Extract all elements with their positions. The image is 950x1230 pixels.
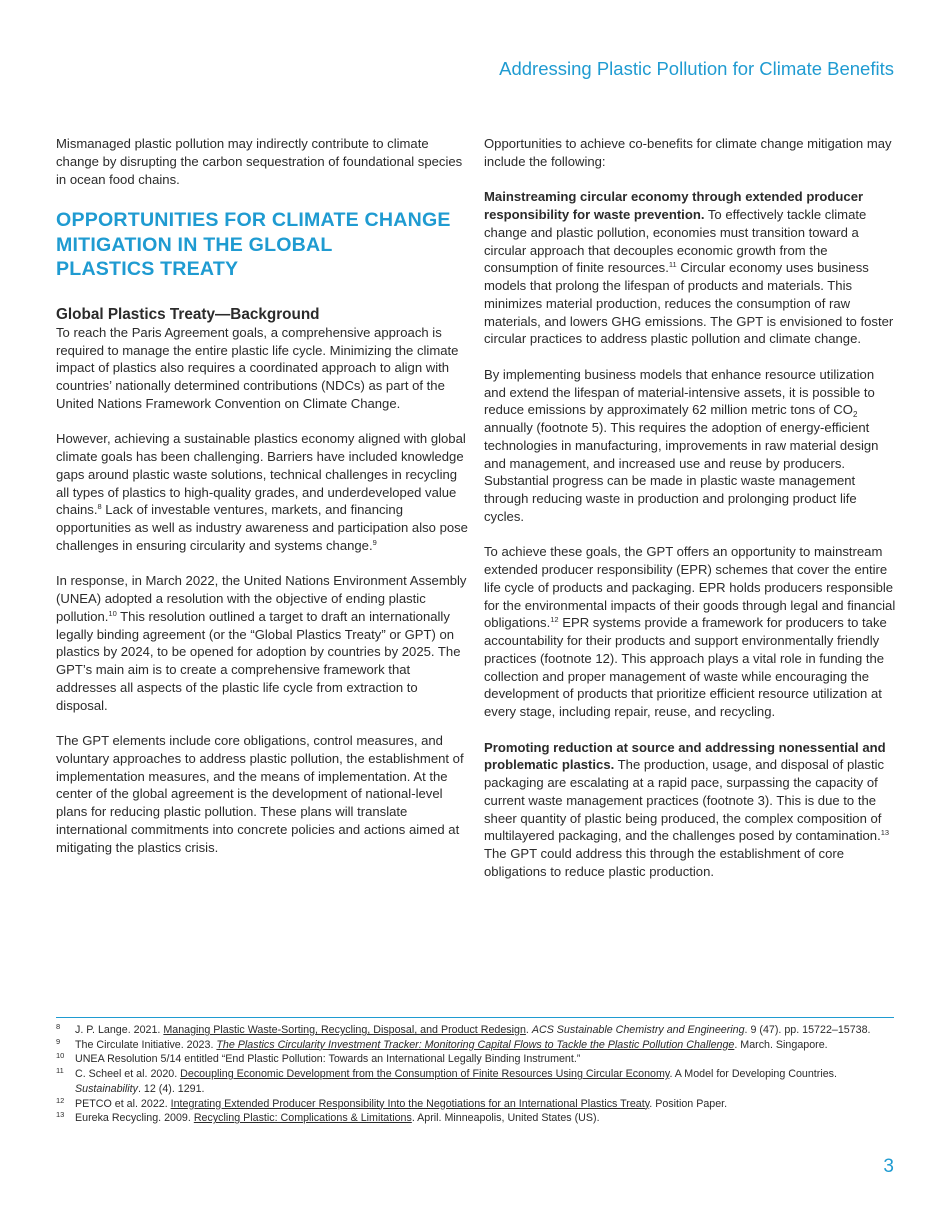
running-header: Addressing Plastic Pollution for Climate Benefits bbox=[499, 58, 894, 79]
footnote: 11 C. Scheel et al. 2020. Decoupling Economic Development from the Consumption of Finite Resources Using Circular Economy. A Model for Developing Countries. Sustainability. 12 (4). 1291. bbox=[56, 1066, 837, 1095]
footnote-ref[interactable]: 13 bbox=[880, 828, 890, 838]
footnote-ref[interactable]: 11 bbox=[668, 260, 677, 270]
footnote-ref[interactable]: 12 bbox=[550, 615, 559, 625]
footnote-link[interactable]: Managing Plastic Waste-Sorting, Recycling, Disposal, and Product Redesign bbox=[163, 1024, 526, 1036]
paragraph: Promoting reduction at source and addressing nonessential and problematic plastics. The production, usage, and disposal of plastic packaging are escalating at a rapid pace, surpassing the capacity of current waste management practices (footnote 3). This is due to the sheer quantity of plastic being produced, the complex composition of multilayered packaging, and the challenges posed by contamination.$^{13}$ The GPT could address this through the establishment of core obligations to reduce plastic production. bbox=[484, 739, 890, 879]
intro-paragraph: Mismanaged plastic pollution may indirectly contribute to climate change by disrupting the carbon sequestration of foundational species in ocean food chains. bbox=[56, 136, 463, 187]
footnote-ref[interactable]: 10 bbox=[108, 608, 117, 618]
lead-in: Mainstreaming circular economy through extended producer responsibility for waste prevention. bbox=[484, 189, 864, 222]
footnote: 9 The Circulate Initiative. 2023. The Plastics Circularity Investment Tracker: Monitoring Capital Flows to Tackle the Plastic Pollution Challenge. March. Singapore. bbox=[56, 1036, 828, 1051]
right-column bbox=[484, 135, 896, 898]
footnotes bbox=[56, 1017, 894, 1126]
paragraph: The GPT elements include core obligations, control measures, and voluntary approaches to address plastic pollution, the establishment of implementation measures, and the means of implementation. At the center of the global agreement is the development of national-level plans for reducing plastic pollution. These plans will translate international commitments into concrete policies and actions aimed at mitigating the plastics crisis. bbox=[56, 733, 464, 855]
paragraph: Mainstreaming circular economy through extended producer responsibility for waste prevention. To effectively tackle climate change and plastic pollution, economies must transition toward a circular approach that decouples economic growth from the consumption of finite resources.$^{11}$ Circular economy uses business models that prolong the lifespan of products and materials. This minimizes material production, reduces the consumption of raw materials, and lowers GHG emissions. The GPT is envisioned to foster circular practices to address plastic pollution and climate change. bbox=[484, 189, 894, 347]
paragraph: To reach the Paris Agreement goals, a comprehensive approach is required to manage the entire plastic life cycle. Minimizing the climate impact of plastics also requires a coordinated approach to align with countries’ nationally determined contributions (NDCs) as part of the United Nations Framework Convention on Climate Change. bbox=[56, 324, 459, 411]
paragraph: In response, in March 2022, the United Nations Environment Assembly (UNEA) adopted a resolution with the objective of ending plastic pollution.$^{10}$ This resolution outlined a target to draft an internationally legally binding agreement (or the “Global Plastics Treaty” or GPT) on plastics by 2024, to be opened for adoption by countries by 2025. The GPT’s main aim is to create a comprehensive framework that addresses all aspects of the plastic life cycle from extraction to disposal. bbox=[56, 573, 467, 713]
footnote-ref[interactable]: 9 bbox=[372, 537, 377, 547]
footnote: 8 J. P. Lange. 2021. Managing Plastic Waste-Sorting, Recycling, Disposal, and Product Redesign. ACS Sustainable Chemistry and Engineering. 9 (47). pp. 15722–15738. bbox=[56, 1022, 871, 1036]
intro-paragraph: Opportunities to achieve co-benefits for climate change mitigation may include the following: bbox=[484, 136, 892, 169]
paragraph: To achieve these goals, the GPT offers an opportunity to mainstream extended producer responsibility (EPR) schemes that cover the entire life cycle of products and packaging. EPR holds producers responsible for the environmental impacts of their goods through legal and financial obligations.$^{12}$ EPR systems provide a framework for producers to take accountability for their products and support environmentally friendly practices (footnote 12). This approach plays a vital role in funding the collection and proper management of waste while encouraging the development of products that prioritize efficient resource utilization at every stage, including repair, reuse, and recycling. bbox=[484, 544, 896, 719]
footnote-link[interactable]: Recycling Plastic: Complications & Limitations bbox=[193, 1112, 412, 1125]
paragraph: By implementing business models that enhance resource utilization and extend the lifespan of material-intensive assets, it is possible to reduce emissions by approximately 62 million metric tons of $CO_2$ annually (footnote 5). This requires the adoption of energy-efficient technologies in manufacturing, improvements in raw material design and management, and increased use and reuse by producers. Substantial progress can be made in plastic waste management through reducing waste in production and prolonging product life cycles. bbox=[484, 366, 879, 524]
footnote: 12 PETCO et al. 2022. Integrating Extended Producer Responsibility Into the Negotiations for an International Plastics Treaty. Position Paper. bbox=[56, 1095, 728, 1110]
subscript: 2 bbox=[852, 410, 858, 420]
page-number: 3 bbox=[883, 1156, 894, 1177]
subheading: Global Plastics Treaty—Background bbox=[56, 305, 320, 323]
footnote-link[interactable]: Decoupling Economic Development from the Consumption of Finite Resources Using Circular Economy bbox=[180, 1068, 670, 1081]
footnote-ref[interactable]: 8 bbox=[97, 502, 102, 512]
footnote: 10 UNEA Resolution 5/14 entitled “End Plastic Pollution: Towards an International Legally Binding Instrument.” bbox=[56, 1051, 581, 1066]
footnote-link[interactable]: Integrating Extended Producer Responsibility Into the Negotiations for an International Plastics Treaty bbox=[170, 1097, 650, 1110]
lead-in: Promoting reduction at source and addressing nonessential and problematic plastics. bbox=[484, 739, 886, 773]
section-title: OPPORTUNITIES FOR CLIMATE CHANGE MITIGATION IN THE GLOBAL PLASTICS TREATY bbox=[56, 209, 451, 281]
paragraph: However, achieving a sustainable plastics economy aligned with global climate goals has been challenging. Barriers have included knowledge gaps around plastic waste solutions, technical challenges in recycling all types of plastics to high-quality grades, and underdeveloped value chains.$^8$ Lack of investable ventures, markets, and financing opportunities as well as industry awareness and participation also pose challenges in ensuring circularity and systems change.$^9$ bbox=[56, 431, 468, 553]
footnote: 13 Eureka Recycling. 2009. Recycling Plastic: Complications & Limitations. April. Minneapolis, United States (US). bbox=[56, 1110, 600, 1125]
left-column bbox=[56, 135, 468, 874]
footnote-link[interactable]: The Plastics Circularity Investment Tracker: Monitoring Capital Flows to Tackle the Plastic Pollution Challenge bbox=[216, 1038, 735, 1051]
